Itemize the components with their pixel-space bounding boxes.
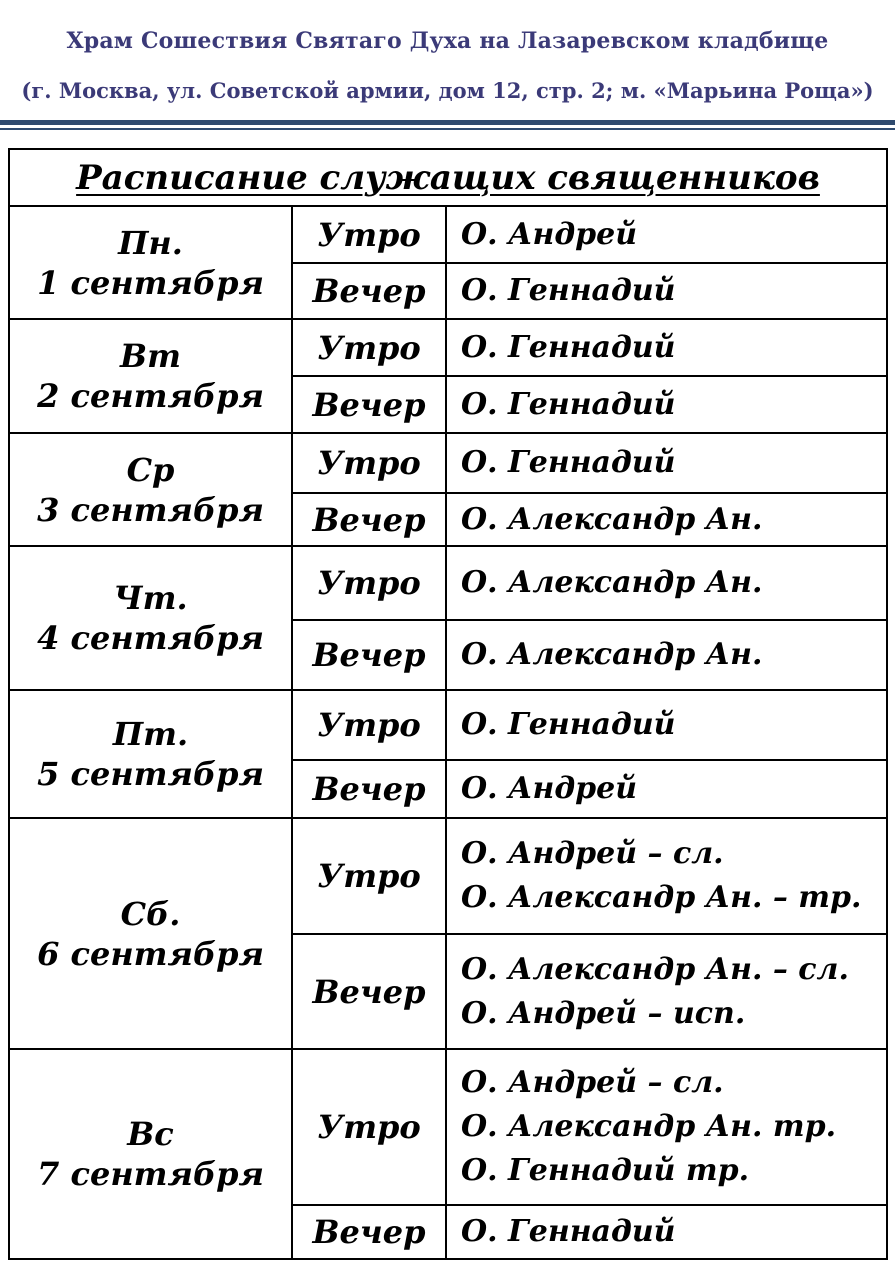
church-header	[0, 0, 895, 120]
day-cell	[9, 546, 292, 690]
evening-label: Вечер	[292, 1205, 446, 1259]
day-cell	[9, 690, 292, 818]
table-row	[9, 818, 887, 934]
title-row	[9, 149, 887, 206]
day-cell	[9, 433, 292, 546]
church-name: Храм Сошествия Святаго Духа на Лазаревском кладбище	[66, 28, 829, 54]
day-date: 1 сентября	[37, 263, 264, 302]
day-name: Пн.	[118, 223, 183, 262]
priest-name: О. Андрей – сл.	[461, 836, 724, 871]
schedule-title: Расписание служащих священников	[76, 157, 820, 198]
day-name: Сб.	[120, 894, 181, 933]
evening-label: Вечер	[292, 760, 446, 818]
priest-cell	[446, 934, 887, 1049]
table-row	[9, 546, 887, 620]
morning-label: Утро	[292, 690, 446, 760]
day-cell	[9, 818, 292, 1049]
morning-label: Утро	[292, 433, 446, 493]
priest-name: О. Геннадий	[461, 1214, 676, 1249]
table-row	[9, 433, 887, 493]
priest-cell	[446, 493, 887, 546]
morning-label: Утро	[292, 546, 446, 620]
priest-name: О. Геннадий	[461, 273, 676, 308]
church-address: (г. Москва, ул. Советской армии, дом 12, стр. 2; м. «Марьина Роща»)	[21, 78, 874, 103]
morning-label: Утро	[292, 319, 446, 376]
morning-label: Утро	[292, 206, 446, 263]
header-divider-thin	[0, 128, 895, 130]
day-date: 6 сентября	[37, 934, 264, 973]
priest-cell	[446, 206, 887, 263]
day-name: Чт.	[113, 579, 188, 617]
morning-label: Утро	[292, 1049, 446, 1205]
header-divider-thick	[0, 120, 895, 125]
priest-cell	[446, 319, 887, 376]
day-date: 4 сентября	[37, 619, 264, 657]
table-row	[9, 1049, 887, 1205]
priest-name: О. Александр Ан. тр.	[461, 1109, 837, 1144]
priest-cell	[446, 690, 887, 760]
priest-name: О. Александр Ан.	[461, 565, 763, 600]
day-name: Вт	[120, 337, 181, 375]
day-date: 7 сентября	[37, 1155, 264, 1193]
day-cell	[9, 1049, 292, 1259]
schedule-body	[9, 149, 887, 1259]
morning-label: Утро	[292, 818, 446, 934]
evening-label: Вечер	[292, 493, 446, 546]
priest-name: О. Александр Ан. – сл.	[461, 951, 849, 987]
schedule-table	[8, 148, 888, 1260]
evening-label: Вечер	[292, 620, 446, 690]
day-name: Пт.	[112, 715, 189, 753]
priest-cell	[446, 818, 887, 934]
day-date: 5 сентября	[37, 755, 264, 793]
day-name: Ср	[126, 450, 175, 489]
day-date: 3 сентября	[37, 490, 264, 529]
priest-name: О. Геннадий	[461, 329, 676, 365]
table-row	[9, 319, 887, 376]
priest-cell	[446, 546, 887, 620]
day-cell	[9, 319, 292, 433]
table-row	[9, 206, 887, 263]
priest-name: О. Геннадий	[461, 386, 676, 422]
priest-cell	[446, 376, 887, 433]
priest-cell	[446, 1205, 887, 1259]
priest-cell	[446, 620, 887, 690]
priest-name: О. Александр Ан.	[461, 637, 763, 672]
schedule-title-cell	[9, 149, 887, 206]
priest-name: О. Александр Ан.	[461, 501, 763, 537]
day-date: 2 сентября	[37, 377, 264, 415]
day-cell	[9, 206, 292, 319]
priest-name: О. Андрей – исп.	[461, 995, 746, 1031]
evening-label: Вечер	[292, 263, 446, 319]
evening-label: Вечер	[292, 376, 446, 433]
priest-name: О. Александр Ан. – тр.	[461, 880, 862, 915]
table-row	[9, 690, 887, 760]
priest-name: О. Геннадий	[461, 707, 676, 742]
priest-name: О. Геннадий	[461, 445, 676, 480]
priest-name: О. Андрей – сл.	[461, 1065, 724, 1100]
priest-cell	[446, 263, 887, 319]
priest-name: О. Андрей	[461, 771, 638, 806]
priest-cell	[446, 433, 887, 493]
day-name: Вс	[127, 1115, 174, 1153]
priest-name: О. Геннадий тр.	[461, 1153, 750, 1188]
priest-cell	[446, 760, 887, 818]
priest-name: О. Андрей	[461, 216, 638, 252]
evening-label: Вечер	[292, 934, 446, 1049]
priest-cell	[446, 1049, 887, 1205]
